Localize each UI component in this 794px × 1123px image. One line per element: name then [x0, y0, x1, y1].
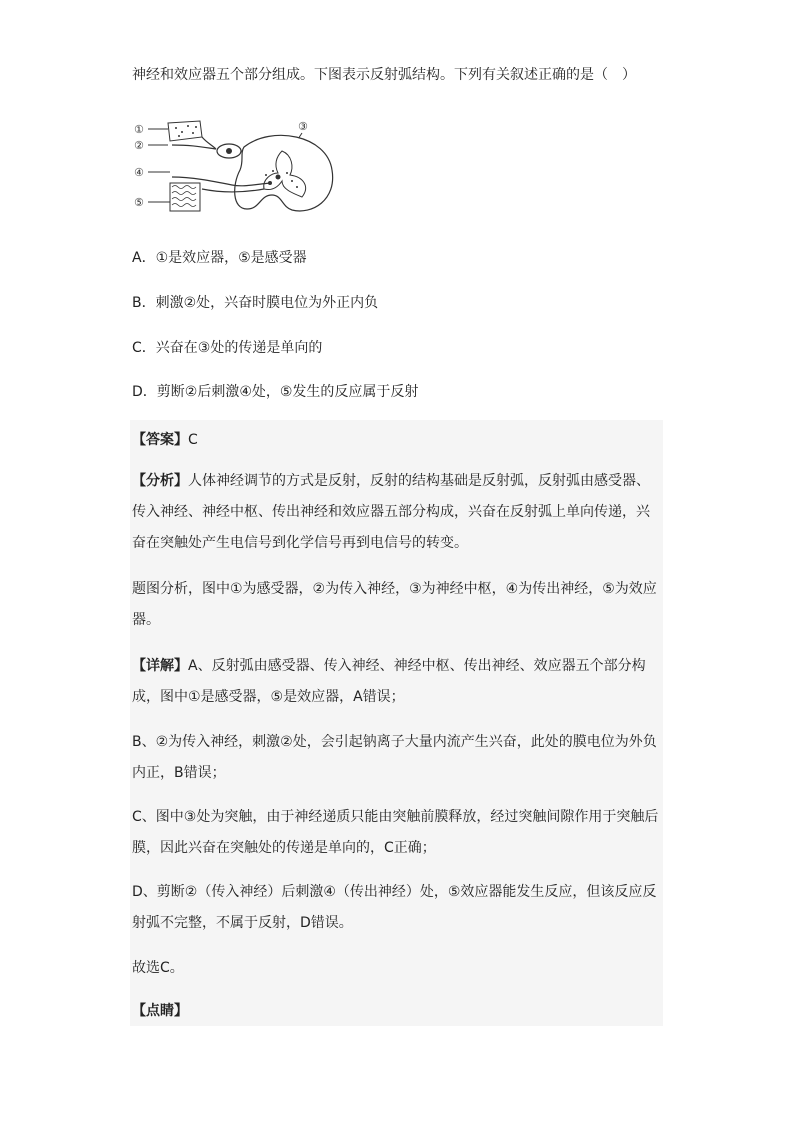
- detail-paragraph-a: [132, 651, 662, 713]
- detail-tag: 【详解】: [132, 658, 188, 674]
- figure-label-1: ①: [134, 123, 144, 136]
- detail-a-text: A、反射弧由感受器、传入神经、神经中枢、传出神经、效应器五个部分构成，图中①是感受器，⑤是效应器，A错误；: [132, 658, 646, 705]
- figure-label-5: ⑤: [134, 196, 144, 209]
- option-a: A．①是效应器，⑤是感受器: [132, 250, 307, 266]
- effector-muscle-icon: [170, 183, 200, 211]
- analysis-tag: 【分析】: [132, 473, 188, 489]
- analysis-paragraph: [132, 466, 662, 559]
- choose-line: 故选C。: [132, 960, 184, 976]
- analysis-text: 人体神经调节的方式是反射，反射的结构基础是反射弧，反射弧由感受器、传入神经、神经中枢、传出神经和效应器五部分构成，兴奋在反射弧上单向传递，兴奋在突触处产生电信号到化学信号再到电信号的转变。: [132, 473, 650, 551]
- answer-line: [132, 425, 662, 456]
- figure-analysis-paragraph: 题图分析，图中①为感受器，②为传入神经，③为神经中枢，④为传出神经，⑤为效应器。: [132, 581, 657, 628]
- question-stem: 神经和效应器五个部分组成。下图表示反射弧结构。下列有关叙述正确的是（ ）: [132, 67, 636, 83]
- figure-label-4: ④: [134, 166, 144, 179]
- dianjing-tag: 【点睛】: [132, 1003, 188, 1019]
- answer-tag: 【答案】: [132, 432, 188, 448]
- option-b: B．刺激②处，兴奋时膜电位为外正内负: [132, 295, 379, 311]
- detail-paragraph-c: C、图中③处为突触，由于神经递质只能由突触前膜释放，经过突触间隙作用于突触后膜，因此兴奋在突触处的传递是单向的，C正确；: [132, 809, 659, 856]
- option-c: C．兴奋在③处的传递是单向的: [132, 340, 323, 356]
- figure-label-2: ②: [134, 139, 144, 152]
- reflex-arc-figure: [132, 115, 337, 220]
- answer-value: C: [188, 432, 198, 448]
- figure-label-3: ③: [298, 120, 308, 133]
- detail-paragraph-d: D、剪断②（传入神经）后刺激④（传出神经）处，⑤效应器能发生反应，但该反应反射弧不完整，不属于反射，D错误。: [132, 884, 657, 931]
- detail-paragraph-b: B、②为传入神经，刺激②处，会引起钠离子大量内流产生兴奋，此处的膜电位为外负内正，B错误；: [132, 734, 657, 781]
- option-d: D．剪断②后刺激④处，⑤发生的反应属于反射: [132, 384, 419, 400]
